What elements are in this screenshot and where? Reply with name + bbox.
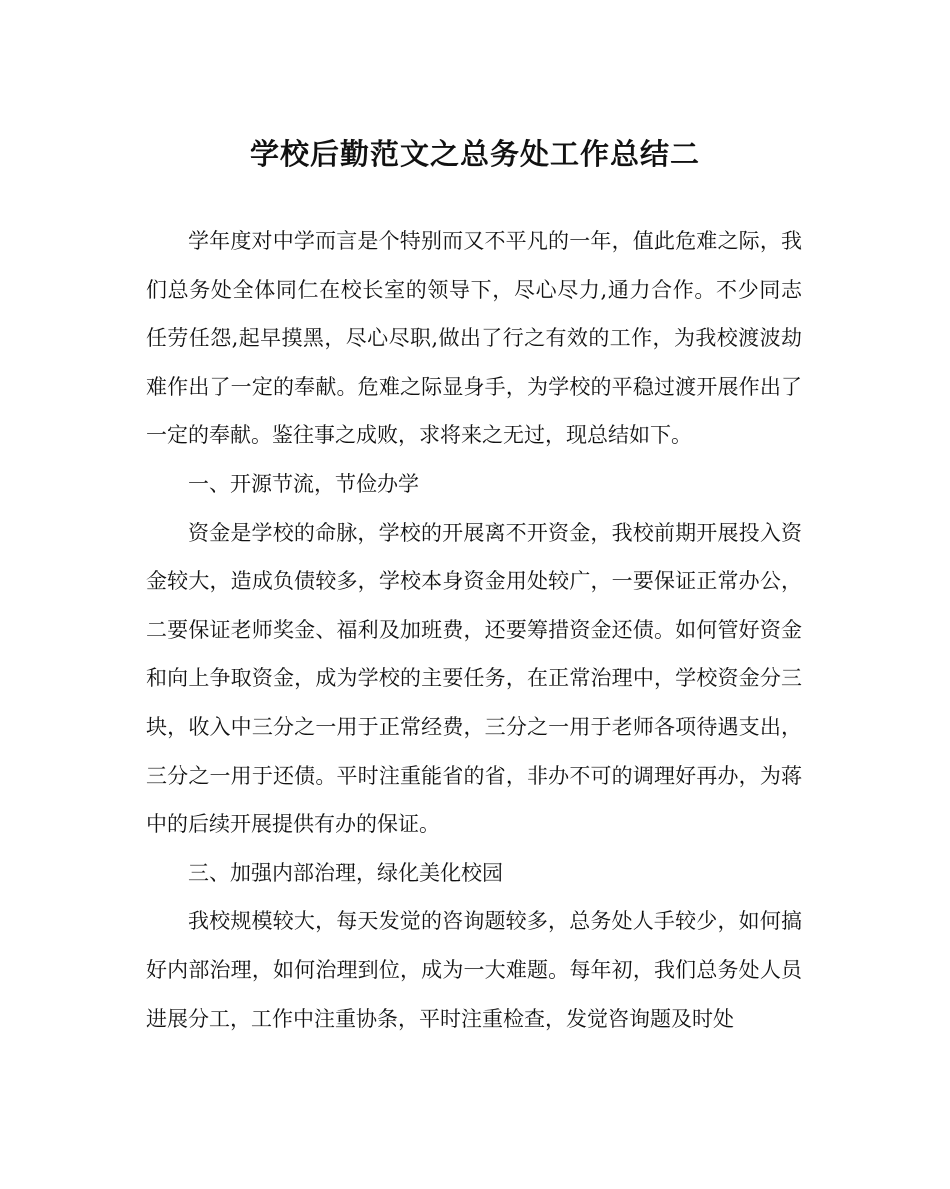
document-title: 学校后勤范文之总务处工作总结二 xyxy=(249,137,700,171)
paragraph-management: 我校规模较大，每天发觉的咨询题较多，总务处人手较少，如何搞好内部治理，如何治理到位，成为一大难题。每年初，我们总务处人员进展分工，工作中注重协条，平时注重检查，发觉咨询题及时处 xyxy=(146,909,802,1031)
paragraph-intro: 学年度对中学而言是个特别而又不平凡的一年，值此危难之际，我们总务处全体同仁在校长室的领导下，尽心尽力,通力合作。不少同志任劳任怨,起早摸黑，尽心尽职,做出了行之有效的工作，为我校渡波劫难作出了一定的奉献。危难之际显身手，为学校的平稳过渡开展作出了一定的奉献。鉴往事之成败，求将来之无过，现总结如下。 xyxy=(146,229,802,448)
paragraph-funding: 资金是学校的命脉，学校的开展离不开资金，我校前期开展投入资金较大，造成负债较多，学校本身资金用处较广，一要保证正常办公，二要保证老师奖金、福利及加班费，还要筹措资金还债。如何管好资金和向上争取资金，成为学校的主要任务，在正常治理中，学校资金分三块，收入中三分之一用于正常经费，三分之一用于老师各项待遇支出，三分之一用于还债。平时注重能省的省，非办不可的调理好再办，为蒋中的后续开展提供有办的保证。 xyxy=(146,520,802,837)
document-body xyxy=(146,217,802,1043)
section-heading-1: 一、开源节流，节俭办学 xyxy=(188,471,419,496)
section-heading-3: 三、加强内部治理，绿化美化校园 xyxy=(188,860,503,885)
